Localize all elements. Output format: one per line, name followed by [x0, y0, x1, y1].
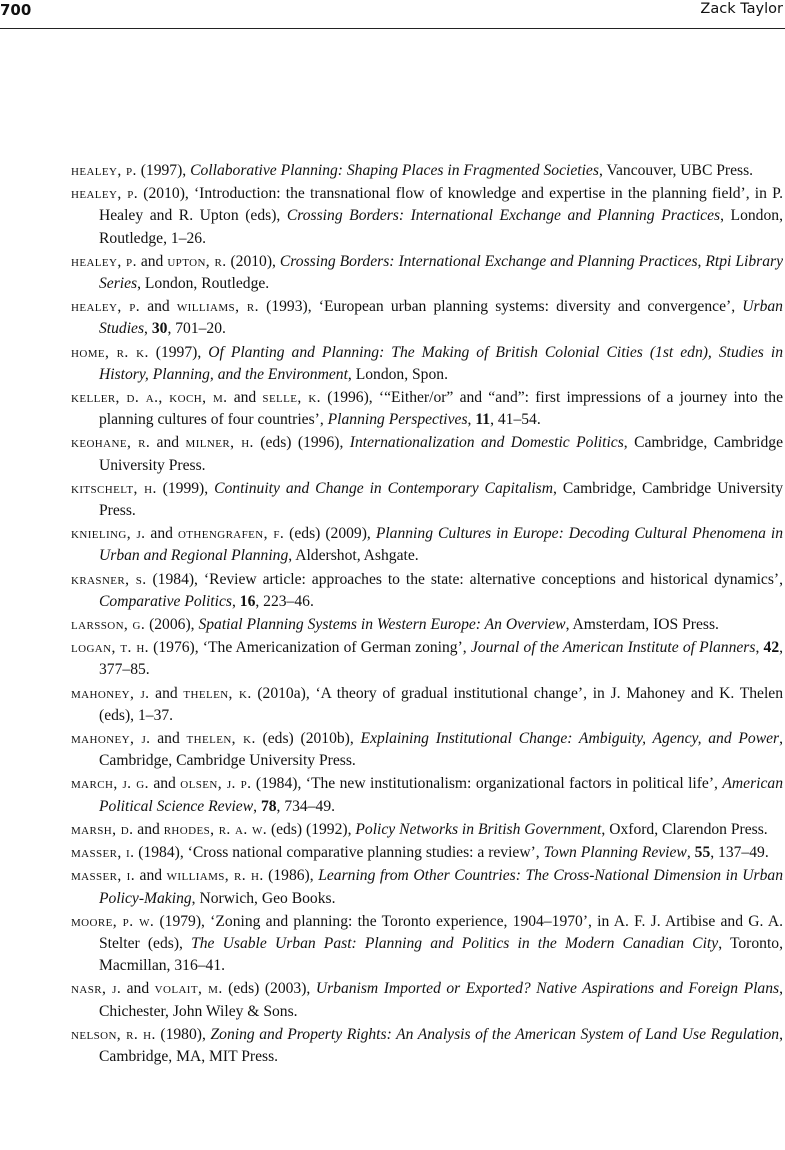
work-title: The Usable Urban Past: Planning and Politics in the Modern Canadian City — [191, 934, 719, 952]
citation-text: (1986), — [263, 867, 319, 885]
reference-entry — [71, 819, 783, 841]
author-name: thelen, k. — [186, 730, 256, 748]
author-name: healey, p. — [71, 162, 137, 179]
reference-list — [71, 160, 783, 1069]
reference-entry — [71, 773, 783, 817]
author-name: othengrafen, f. — [177, 525, 285, 543]
author-name: kitschelt, h. — [71, 479, 157, 497]
author-name: larsson, g. — [71, 616, 146, 634]
reference-entry — [71, 569, 783, 613]
citation-text: , Aldershot, Ashgate. — [288, 547, 419, 565]
running-head: Zack Taylor — [700, 1, 783, 17]
citation-text: (1984), ‘Cross national comparative planning studies: a review’, — [134, 844, 544, 862]
reference-entry — [71, 523, 783, 567]
author-name: williams, r. h. — [166, 867, 264, 885]
citation-text: , 41–54. — [490, 411, 541, 429]
author-name: home, r. k. — [71, 343, 149, 361]
author-name: krasner, s. — [71, 570, 147, 588]
citation-text: , 734–49. — [276, 797, 336, 815]
work-title: Collaborative Planning: Shaping Places in Fragmented Societies — [190, 162, 599, 179]
author-name: volait, m. — [154, 980, 223, 998]
reference-entry — [71, 387, 783, 431]
page-number: 700 — [0, 1, 32, 19]
citation-text: (2010), — [226, 252, 280, 270]
citation-text: (1999), — [156, 479, 215, 497]
citation-text: and — [148, 775, 181, 793]
author-name: knieling, j. — [71, 525, 146, 543]
author-name: healey, p. — [71, 298, 141, 316]
citation-text: , Toronto, Macmillan, 316–41. — [99, 934, 783, 975]
author-name: upton, r. — [167, 252, 227, 270]
citation-text: (eds) (2010b), — [255, 730, 361, 748]
work-title: American Political Science Review — [99, 775, 783, 815]
citation-text: , London, Spon. — [347, 365, 448, 383]
reference-entry — [71, 978, 783, 1022]
citation-text: and — [133, 820, 164, 838]
citation-text: (1984), ‘The new institutionalism: organizational factors in political life’, — [251, 775, 723, 793]
author-name: thelen, k. — [183, 684, 252, 702]
volume-number: 11 — [475, 411, 491, 429]
work-title: Urbanism Imported or Exported? Native Aspirations and Foreign Plans — [315, 980, 780, 998]
citation-text: , 137–49. — [710, 844, 769, 862]
citation-text: , London, Routledge, 1–26. — [99, 207, 783, 247]
work-title: Crossing Borders: International Exchange and Planning Practices — [279, 252, 698, 270]
citation-text: (1979), ‘Zoning and planning: the Toronto experience, 1904–1970’, in A. F. J. Artibise and G. A. Stelter (eds), — [99, 912, 783, 952]
header-rule — [0, 28, 785, 29]
author-name: mahoney, j. — [71, 684, 150, 702]
citation-text: and — [149, 684, 184, 702]
page-header — [0, 0, 785, 30]
citation-text: (eds) (2003), — [222, 980, 316, 998]
citation-text: , Oxford, Clarendon Press. — [601, 820, 768, 838]
reference-entry — [71, 1024, 783, 1068]
author-name: mahoney, j. — [71, 730, 151, 748]
work-title: Of Planting and Planning: The Making of British Colonial Cities (1st edn), Studies in History, Planning, and the Environment — [99, 343, 783, 383]
work-title: Explaining Institutional Change: Ambiguity, Agency, and Power — [360, 730, 780, 748]
citation-text: (1976), ‘The Americanization of German zoning’, — [149, 639, 471, 657]
work-title: Planning Cultures in Europe: Decoding Cultural Phenomena in Urban and Regional Planning — [99, 525, 784, 565]
citation-text: (eds) (1992), — [267, 820, 356, 838]
citation-text: , — [231, 592, 240, 610]
volume-number: 55 — [694, 844, 711, 862]
citation-text: , London, Routledge. — [137, 275, 270, 293]
work-title: Comparative Politics — [99, 592, 232, 610]
citation-text: , 377–85. — [99, 639, 784, 679]
work-title: Learning from Other Countries: The Cross-National Dimension in Urban Policy-Making — [99, 867, 784, 907]
citation-text: and — [135, 867, 167, 885]
citation-text: (2010a), ‘A theory of gradual institutional change’, in J. Mahoney and K. Thelen (eds), 1–37. — [99, 684, 783, 724]
work-title: Internationalization and Domestic Politics — [349, 434, 624, 452]
citation-text: , Amsterdam, IOS Press. — [565, 616, 719, 634]
author-name: milner, h. — [185, 434, 254, 452]
reference-entry — [71, 637, 783, 681]
citation-text: , Cambridge, Cambridge University Press. — [99, 730, 784, 770]
author-name: healey, p. — [71, 252, 137, 270]
citation-text: (1997), — [136, 162, 191, 179]
citation-text: , Cambridge, Cambridge University Press. — [99, 434, 784, 474]
citation-text: , 701–20. — [167, 320, 226, 338]
work-title: Rtpi Library Series — [99, 252, 784, 293]
citation-text: (eds) (2009), — [284, 525, 376, 543]
citation-text: , — [467, 411, 476, 429]
citation-text: , 223–46. — [255, 592, 314, 610]
citation-text: and — [136, 252, 168, 270]
citation-text: and — [150, 434, 186, 452]
citation-text: (2010), ‘Introduction: the transnational flow of knowledge and expertise in the planning field’, in P. Healey and R. Upton (eds), — [99, 185, 783, 225]
volume-number: 16 — [239, 592, 256, 610]
work-title: Zoning and Property Rights: An Analysis of the American System of Land Use Regulation — [210, 1025, 780, 1043]
citation-text: (1980), — [155, 1025, 211, 1043]
citation-text: , — [686, 844, 695, 862]
work-title: Continuity and Change in Contemporary Capitalism — [214, 479, 553, 497]
citation-text: , Chichester, John Wiley & Sons. — [99, 980, 783, 1020]
author-name: nasr, j. — [71, 980, 122, 998]
citation-text: , — [144, 320, 152, 338]
citation-text: , — [253, 797, 261, 815]
author-name: nelson, r. h. — [71, 1025, 156, 1043]
citation-text: (2006), — [145, 616, 199, 634]
citation-text: , Cambridge, Cambridge University Press. — [99, 479, 783, 520]
work-title: Crossing Borders: International Exchange and Planning Practices — [286, 207, 721, 225]
author-name: masser, i. — [71, 867, 136, 885]
citation-text: (1984), ‘Review article: approaches to the state: alternative conceptions and historical dynamics’, — [146, 570, 783, 588]
work-title: Journal of the American Institute of Planners — [470, 639, 756, 657]
author-name: healey, p. — [71, 185, 139, 203]
author-name: logan, t. h. — [71, 639, 149, 657]
work-title: Spatial Planning Systems in Western Europe: An Overview — [198, 616, 566, 634]
citation-text: , Vancouver, UBC Press. — [598, 162, 754, 179]
reference-entry — [71, 865, 783, 909]
citation-text: , Norwich, Geo Books. — [191, 889, 336, 907]
author-name: marsh, d. — [71, 820, 134, 838]
work-title: Urban Studies — [99, 298, 783, 338]
reference-entry — [71, 251, 783, 295]
reference-entry — [71, 842, 783, 864]
citation-text: and — [150, 730, 187, 748]
author-name: masser, i. — [71, 844, 135, 862]
reference-entry — [71, 614, 783, 636]
author-name: williams, r. — [176, 298, 259, 316]
reference-entry — [71, 911, 783, 978]
citation-text: , — [697, 252, 706, 270]
citation-text: and — [227, 389, 263, 407]
author-name: keohane, r. — [71, 434, 151, 452]
author-name: march, j. g. — [71, 775, 149, 793]
citation-text: , Cambridge, MA, MIT Press. — [99, 1025, 783, 1065]
reference-entry — [71, 342, 783, 386]
citation-text: and — [145, 525, 178, 543]
volume-number: 30 — [151, 320, 168, 338]
work-title: Policy Networks in British Government — [355, 820, 602, 838]
citation-text: , — [755, 639, 764, 657]
author-name: rhodes, r. a. w. — [163, 820, 268, 838]
reference-entry — [71, 728, 783, 772]
author-name: moore, p. w. — [71, 912, 155, 930]
reference-entry — [71, 296, 783, 340]
citation-text: and — [121, 980, 155, 998]
reference-entry — [71, 478, 783, 522]
citation-text: (1993), ‘European urban planning systems: diversity and convergence’, — [258, 298, 743, 316]
volume-number: 42 — [763, 639, 780, 657]
reference-entry — [71, 183, 783, 250]
work-title: Planning Perspectives — [327, 411, 468, 429]
author-name: olsen, j. p. — [180, 775, 252, 793]
citation-text: and — [140, 298, 177, 316]
citation-text: (eds) (1996), — [253, 434, 350, 452]
reference-entry — [71, 683, 783, 727]
reference-entry — [71, 160, 783, 182]
citation-text: (1997), — [148, 343, 209, 361]
citation-text: (1996), ‘“Either/or” and “and”: first impressions of a journey into the planning cultures of four countries’, — [99, 389, 784, 429]
volume-number: 78 — [260, 797, 277, 815]
reference-entry — [71, 432, 783, 476]
author-name: keller, d. a., koch, m. — [71, 389, 228, 407]
author-name: selle, k. — [262, 389, 321, 407]
work-title: Town Planning Review — [543, 844, 687, 862]
